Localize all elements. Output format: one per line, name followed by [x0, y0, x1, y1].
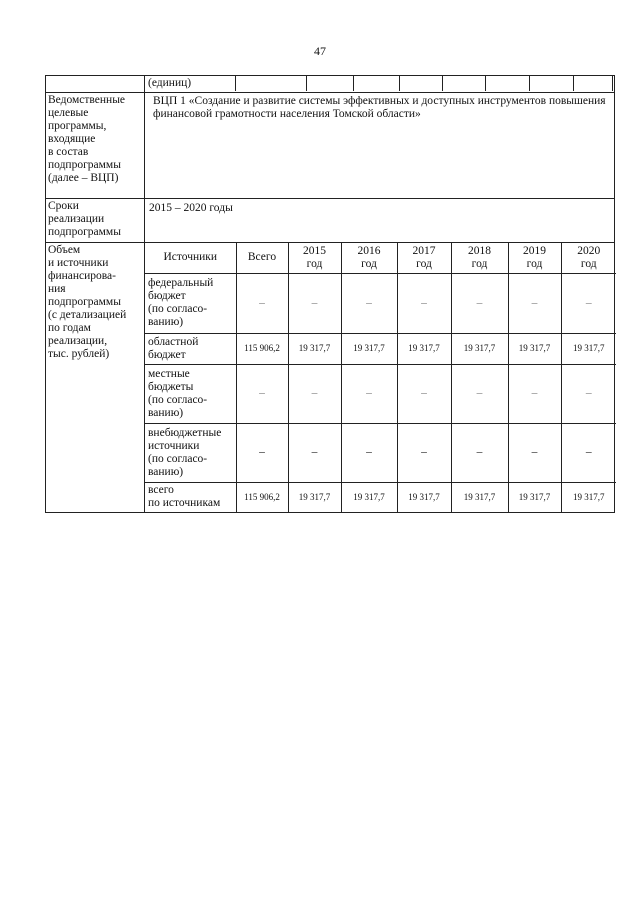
- value-cell: –: [341, 273, 397, 333]
- table-row: [145, 423, 616, 482]
- empty-cell: [574, 76, 613, 91]
- table-row: [145, 482, 616, 512]
- header-year: 2015 год: [288, 243, 341, 273]
- empty-cell: [530, 76, 574, 91]
- value-cell: –: [341, 423, 397, 482]
- value-cell: –: [341, 364, 397, 423]
- value-cell: –: [397, 423, 451, 482]
- empty-cell: [354, 76, 400, 91]
- table-row: [145, 364, 616, 423]
- source-cell: внебюджетные источники (по согласо- ванию): [145, 423, 236, 482]
- passport-table: [45, 75, 615, 513]
- value-cell: 19 317,7: [561, 333, 616, 364]
- value-cell: –: [451, 423, 508, 482]
- table-row-units: [45, 75, 615, 93]
- table-row-financing: [45, 243, 615, 513]
- value-cell: –: [288, 273, 341, 333]
- value-cell: 19 317,7: [451, 333, 508, 364]
- vcp-label: Ведомственные целевые программы, входящие в состав подпрограммы (далее – ВЦП): [46, 93, 145, 198]
- empty-cell: [613, 76, 619, 91]
- header-total: Всего: [236, 243, 288, 273]
- total-cell: 115 906,2: [236, 482, 288, 512]
- header-year: 2017 год: [397, 243, 451, 273]
- table-row-vcp: [45, 93, 615, 199]
- source-cell: всего по источникам: [145, 482, 236, 512]
- empty-cell: [443, 76, 486, 91]
- source-cell: местные бюджеты (по согласо- ванию): [145, 364, 236, 423]
- value-cell: –: [451, 273, 508, 333]
- value-cell: 19 317,7: [451, 482, 508, 512]
- value-cell: 19 317,7: [397, 482, 451, 512]
- value-cell: 19 317,7: [573, 491, 605, 502]
- value-cell: 19 317,7: [341, 333, 397, 364]
- financing-header-row: [145, 243, 616, 273]
- source-cell: федеральный бюджет (по согласо- ванию): [145, 273, 236, 333]
- financing-label: Объем и источники финансирова- ния подпрограммы (с детализацией по годам реализации, тыс. рублей): [46, 243, 145, 512]
- value-cell: –: [508, 423, 561, 482]
- value-cell: –: [451, 364, 508, 423]
- value-cell: –: [397, 364, 451, 423]
- header-year: 2016 год: [341, 243, 397, 273]
- header-year: 2020 год: [561, 243, 616, 273]
- vcp-text: ВЦП 1 «Создание и развитие системы эффективных и доступных инструментов повышения финансовой грамотности населения Томской области»: [153, 95, 606, 120]
- units-row-cells: [145, 76, 619, 91]
- header-year: 2018 год: [451, 243, 508, 273]
- total-cell: –: [236, 423, 288, 482]
- value-cell: –: [288, 364, 341, 423]
- units-cell: (единиц): [145, 76, 236, 91]
- terms-label: Сроки реализации подпрограммы: [46, 199, 145, 242]
- value-cell: 19 317,7: [341, 482, 397, 512]
- empty-label-cell: [46, 76, 145, 92]
- value-cell: 19 317,7: [508, 482, 561, 512]
- empty-cell: [236, 76, 307, 91]
- value-cell: –: [561, 364, 616, 423]
- page-number: 47: [314, 44, 326, 58]
- table-row: [145, 273, 616, 333]
- value-cell: –: [561, 423, 616, 482]
- financing-table: [145, 243, 616, 512]
- header-year: 2019 год: [508, 243, 561, 273]
- value-cell: –: [397, 273, 451, 333]
- value-cell: 19 317,7: [508, 333, 561, 364]
- empty-cell: [307, 76, 354, 91]
- terms-text: 2015 – 2020 годы: [149, 202, 233, 214]
- total-cell: –: [236, 273, 288, 333]
- value-cell: 19 317,7: [288, 333, 341, 364]
- table-row-terms: [45, 199, 615, 243]
- value-cell: –: [508, 364, 561, 423]
- header-source: Источники: [145, 243, 236, 273]
- value-cell: –: [288, 423, 341, 482]
- table-row: [145, 333, 616, 364]
- empty-cell: [400, 76, 443, 91]
- total-cell: 115 906,2: [236, 333, 288, 364]
- value-cell: 19 317,7: [397, 333, 451, 364]
- value-cell: –: [508, 273, 561, 333]
- total-cell: –: [236, 364, 288, 423]
- empty-cell: [486, 76, 530, 91]
- source-cell: областной бюджет: [145, 333, 236, 364]
- value-cell: –: [561, 273, 616, 333]
- value-cell: 19 317,7: [288, 482, 341, 512]
